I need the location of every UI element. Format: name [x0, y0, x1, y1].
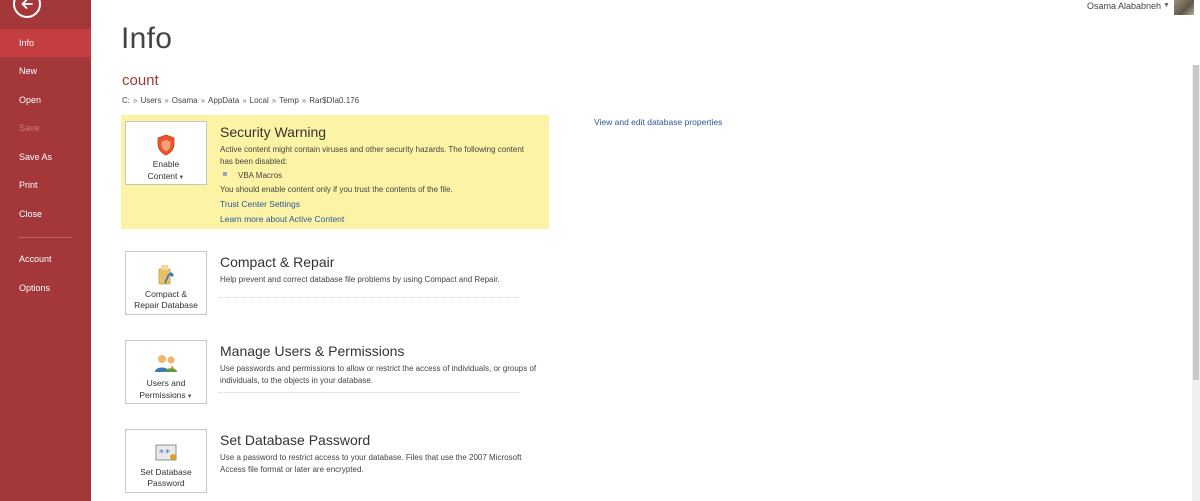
dropdown-arrow-icon: ▼	[186, 394, 193, 400]
page-title: Info	[121, 22, 173, 55]
sidebar-item-label: Print	[19, 180, 38, 190]
sidebar-item-info[interactable]	[0, 29, 91, 57]
bullet-icon	[223, 172, 227, 176]
enable-content-label-2	[148, 171, 185, 184]
enable-content-label-1: Enable	[152, 159, 180, 169]
sidebar-item-label: Save As	[19, 152, 53, 162]
breadcrumb-item: Temp	[279, 96, 299, 105]
enable-content-button[interactable]	[125, 121, 207, 185]
compact-repair-title: Compact & Repair	[220, 254, 335, 270]
back-arrow-icon	[20, 0, 34, 11]
sidebar-item-label: Close	[19, 209, 43, 219]
users-permissions-label-text: Permissions	[139, 390, 186, 400]
svg-text:*: *	[159, 448, 164, 459]
users-permissions-label-1: Users and	[146, 378, 186, 388]
sidebar-item-label: Info	[19, 38, 35, 48]
user-name[interactable]: Osama Alababneh	[1087, 1, 1162, 11]
database-name: count	[122, 72, 159, 89]
section-divider	[219, 297, 519, 299]
manage-users-title: Manage Users & Permissions	[220, 343, 405, 359]
breadcrumb-item: Rar$DIa0.176	[309, 96, 360, 105]
compact-repair-label-1: Compact &	[144, 289, 188, 299]
sidebar-item-open[interactable]	[0, 86, 91, 114]
shield-icon	[156, 134, 176, 156]
sidebar-item-print[interactable]	[0, 171, 91, 199]
backstage-sidebar	[0, 0, 91, 501]
scrollbar-thumb[interactable]	[1193, 65, 1199, 380]
breadcrumb-item: Local	[249, 96, 269, 105]
sidebar-item-label: Open	[19, 95, 42, 105]
sidebar-item-label: New	[19, 66, 38, 76]
sidebar-item-label: Options	[19, 283, 51, 293]
breadcrumb-separator: »	[301, 96, 307, 105]
security-warning-text: Active content might contain viruses and other security hazards. The following content has been disabled:	[220, 145, 525, 166]
sidebar-item-save	[0, 114, 91, 142]
set-password-label-1: Set Database	[140, 467, 192, 477]
sidebar-item-save-as[interactable]	[0, 143, 91, 171]
password-icon	[154, 442, 178, 464]
sidebar-item-account[interactable]	[0, 245, 91, 273]
avatar[interactable]	[1174, 0, 1194, 15]
security-warning-title: Security Warning	[220, 124, 327, 140]
breadcrumb	[122, 96, 359, 105]
breadcrumb-separator: »	[200, 96, 206, 105]
users-icon	[153, 352, 179, 376]
compact-repair-icon	[155, 263, 177, 287]
breadcrumb-separator: »	[271, 96, 277, 105]
breadcrumb-separator: »	[164, 96, 169, 105]
sidebar-item-new[interactable]	[0, 57, 91, 85]
security-advice: You should enable content only if you trust the contents of the file.	[220, 185, 453, 194]
breadcrumb-separator: »	[133, 96, 138, 105]
breadcrumb-separator: »	[242, 96, 247, 105]
disabled-item: VBA Macros	[238, 171, 283, 180]
sidebar-item-label: Account	[19, 254, 52, 264]
users-permissions-button[interactable]	[125, 340, 207, 404]
chevron-down-icon[interactable]: ▼	[1163, 2, 1170, 9]
set-password-text: Use a password to restrict access to your database. Files that use the 2007 Microsoft Access file format or later are encrypted.	[220, 453, 522, 474]
compact-repair-text: Help prevent and correct database file problems by using Compact and Repair.	[220, 275, 500, 284]
sidebar-item-options[interactable]	[0, 274, 91, 302]
set-password-label-2: Password	[147, 478, 185, 488]
manage-users-text: Use passwords and permissions to allow or restrict the access of individuals, or groups of individuals, to the objects in your database.	[220, 364, 537, 385]
users-permissions-label-2	[139, 390, 192, 403]
svg-text:*: *	[165, 448, 170, 459]
section-divider	[219, 392, 519, 394]
set-password-title: Set Database Password	[220, 432, 371, 448]
sidebar-divider	[19, 237, 72, 238]
learn-more-active-content-link[interactable]: Learn more about Active Content	[220, 214, 345, 224]
sidebar-item-label: Save	[19, 123, 40, 133]
dropdown-arrow-icon: ▼	[178, 175, 185, 181]
enable-content-label-text: Content	[147, 171, 178, 181]
view-properties-link[interactable]: View and edit database properties	[594, 117, 723, 127]
back-button[interactable]	[13, 0, 41, 18]
breadcrumb-item: Users	[140, 96, 162, 105]
trust-center-settings-link[interactable]: Trust Center Settings	[220, 199, 300, 209]
set-password-button[interactable]	[125, 429, 207, 493]
sidebar-item-close[interactable]	[0, 200, 91, 228]
compact-repair-label-2: Repair Database	[134, 300, 198, 310]
breadcrumb-item: C:	[122, 96, 130, 105]
compact-repair-button[interactable]	[125, 251, 207, 315]
breadcrumb-item: AppData	[208, 96, 240, 105]
breadcrumb-item: Osama	[171, 96, 198, 105]
